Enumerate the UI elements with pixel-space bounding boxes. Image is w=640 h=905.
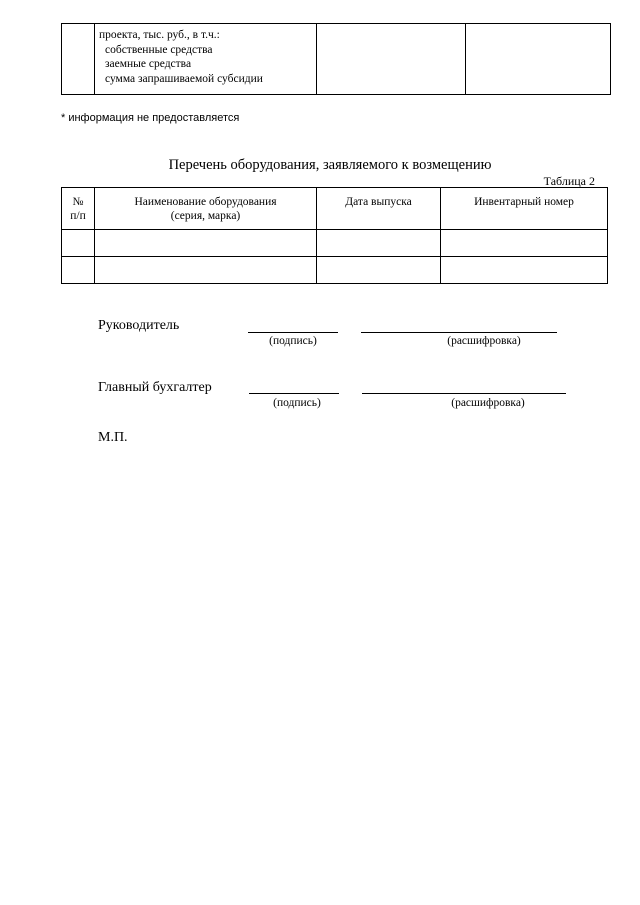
table-row [62,230,608,257]
budget-line-own-funds: собственные средства [105,43,213,56]
accountant-label: Главный бухгалтер [98,380,212,395]
header-num: № п/п [62,188,95,230]
table-cell [62,230,95,257]
table-cell [95,230,317,257]
header-date: Дата выпуска [317,188,441,230]
table-header-row [62,188,608,230]
table-cell [441,257,608,284]
director-signature-line [248,332,338,333]
budget-description-cell [95,24,317,95]
budget-line-borrowed-funds: заемные средства [105,58,192,70]
budget-line-total: проекта, тыс. руб., в т.ч.: [99,29,220,41]
budget-line-subsidy: сумма запрашиваемой субсидии [105,72,263,85]
budget-table-fragment [61,23,611,95]
header-inventory: Инвентарный номер [441,188,608,230]
accountant-decode-caption: (расшифровка) [451,397,525,409]
table-number: Таблица 2 [543,174,595,188]
table-cell [62,257,95,284]
accountant-signature-caption: (подпись) [273,397,321,409]
table-cell [317,24,466,95]
table-cell [62,24,95,95]
director-label: Руководитель [98,318,180,333]
table-cell [95,257,317,284]
director-signature-caption: (подпись) [269,335,317,347]
header-name: Наименование оборудования (серия, марка) [95,188,317,230]
accountant-decode-line [362,393,566,394]
table-cell [317,257,441,284]
table-cell [466,24,611,95]
equipment-table [61,187,608,284]
table-row [62,257,608,284]
stamp-label: М.П. [98,430,128,445]
table-cell [317,230,441,257]
footnote: * информация не предоставляется [61,112,240,124]
table-cell [441,230,608,257]
equipment-title: Перечень оборудования, заявляемого к возмещению [168,157,492,173]
director-decode-line [361,332,557,333]
accountant-signature-line [249,393,339,394]
director-decode-caption: (расшифровка) [447,335,521,347]
